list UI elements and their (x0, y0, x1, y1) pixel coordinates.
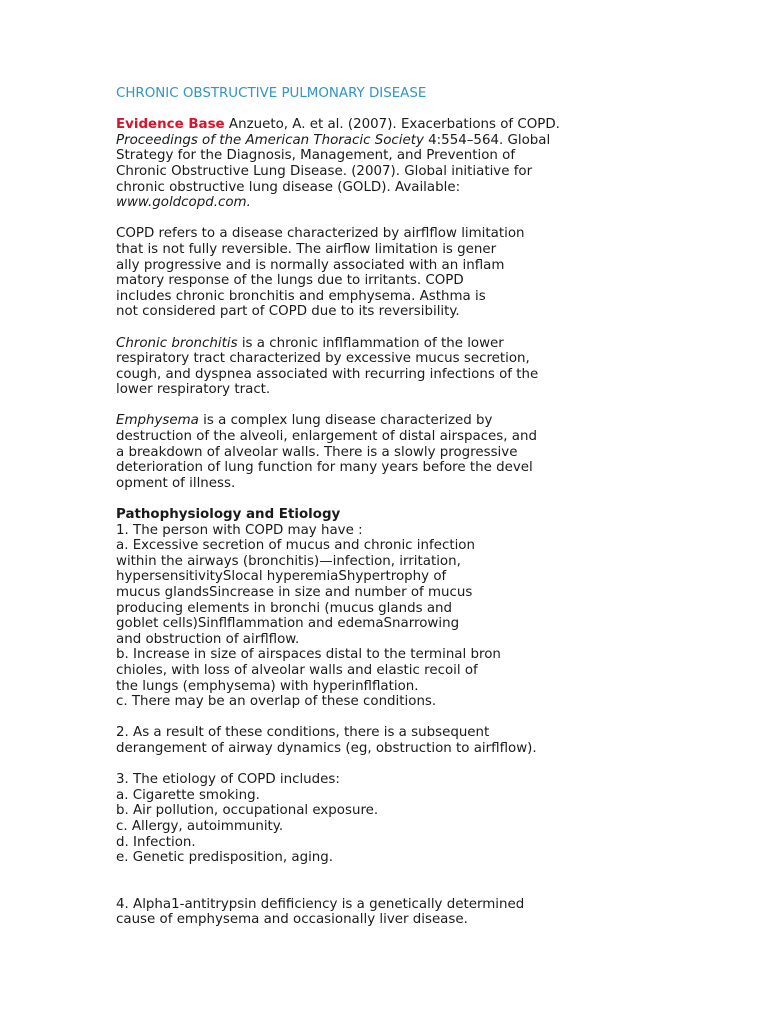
list-item: chioles, with loss of alveolar walls and elastic recoil of (116, 662, 478, 678)
list-item: mucus glandsSincrease in size and number of mucus (116, 585, 473, 600)
paragraph-line: matory response of the lungs due to irritants. COPD (116, 273, 464, 289)
paragraph-line: derangement of airway dynamics (eg, obstruction to airflflow). (116, 740, 537, 756)
list-item: goblet cells)Sinflflammation and edemaSnarrowing (116, 616, 460, 632)
emphysema-paragraph (116, 413, 736, 491)
etiology-list (116, 772, 736, 866)
paragraph-line (116, 413, 736, 429)
paragraph-line: that is not fully reversible. The airflow limitation is gener (116, 241, 497, 257)
term-emphysema: Emphysema (116, 413, 199, 429)
paragraph-line: COPD refers to a disease characterized by airflflow limitation (116, 226, 525, 242)
evidence-base-label: Evidence Base (116, 117, 225, 133)
paragraph-line: not considered part of COPD due to its reversibility. (116, 304, 460, 320)
evidence-line-5: chronic obstructive lung disease (GOLD). Available: (116, 179, 461, 195)
paragraph-line: lower respiratory tract. (116, 382, 271, 398)
list-item: e. Genetic predisposition, aging. (116, 850, 334, 866)
list-item: producing elements in bronchi (mucus glands and (116, 600, 453, 616)
spacer (116, 211, 736, 227)
spacer (116, 757, 736, 773)
paragraph-line: 4. Alpha1-antitrypsin defificiency is a genetically determined (116, 896, 525, 912)
list-item: c. There may be an overlap of these conditions. (116, 694, 437, 710)
list-item: c. Allergy, autoimmunity. (116, 818, 284, 834)
paragraph-line: cause of emphysema and occasionally liver disease. (116, 912, 468, 928)
page-title: CHRONIC OBSTRUCTIVE PULMONARY DISEASE (116, 86, 427, 101)
list-item: and obstruction of airflflow. (116, 631, 300, 647)
section-heading: Pathophysiology and Etiology (116, 507, 341, 523)
list-item: within the airways (bronchitis)—infection, irritation, (116, 553, 461, 569)
item-4-paragraph (116, 897, 736, 928)
list-item: a. Cigarette smoking. (116, 787, 260, 803)
paragraph-text: is a chronic inflflammation of the lower (237, 335, 504, 351)
evidence-base-section (116, 117, 736, 211)
evidence-text: Anzueto, A. et al. (2007). Exacerbations of COPD. (228, 117, 560, 133)
list-item: 1. The person with COPD may have : (116, 522, 363, 538)
paragraph-line: opment of illness. (116, 475, 236, 491)
paragraph-line: destruction of the alveoli, enlargement of distal airspaces, and (116, 429, 537, 445)
list-item: d. Infection. (116, 834, 196, 850)
spacer (116, 491, 736, 507)
paragraph-text: is a complex lung disease characterized by (198, 413, 493, 429)
document-page (116, 86, 736, 928)
journal-title: Proceedings of the American Thoracic Society (116, 132, 424, 148)
spacer (116, 398, 736, 414)
evidence-line-2 (116, 133, 736, 149)
paragraph-line: 2. As a result of these conditions, there is a subsequent (116, 725, 490, 741)
list-item: hypersensitivitySlocal hyperemiaShypertrophy of (116, 569, 447, 585)
chronic-bronchitis-paragraph (116, 336, 736, 398)
term-chronic-bronchitis: Chronic bronchitis (116, 335, 238, 351)
item-2-paragraph (116, 725, 736, 756)
paragraph-line: deterioration of lung function for many years before the devel (116, 460, 533, 476)
copd-definition-paragraph (116, 226, 736, 320)
list-item: b. Increase in size of airspaces distal to the terminal bron (116, 647, 501, 663)
paragraph-line: respiratory tract characterized by excessive mucus secretion, (116, 351, 530, 367)
evidence-text: 4:554–564. Global (423, 132, 551, 148)
paragraph-line: includes chronic bronchitis and emphysema. Asthma is (116, 288, 486, 304)
spacer (116, 710, 736, 726)
list-item: b. Air pollution, occupational exposure. (116, 803, 379, 819)
evidence-url: www.goldcopd.com. (116, 195, 251, 211)
spacer (116, 320, 736, 336)
evidence-line-3: Strategy for the Diagnosis, Management, and Prevention of (116, 148, 516, 164)
paragraph-line: a breakdown of alveolar walls. There is a slowly progressive (116, 444, 518, 460)
list-item: a. Excessive secretion of mucus and chronic infection (116, 538, 475, 554)
pathophysiology-section (116, 507, 736, 710)
evidence-line-4: Chronic Obstructive Lung Disease. (2007). Global initiative for (116, 163, 533, 179)
spacer (116, 866, 736, 897)
list-item: the lungs (emphysema) with hyperinflflation. (116, 678, 419, 694)
evidence-line-1 (116, 117, 736, 133)
paragraph-line: ally progressive and is normally associated with an inflam (116, 257, 505, 273)
paragraph-line (116, 336, 736, 352)
list-item: 3. The etiology of COPD includes: (116, 772, 340, 788)
paragraph-line: cough, and dyspnea associated with recurring infections of the (116, 366, 539, 382)
spacer (116, 102, 736, 118)
